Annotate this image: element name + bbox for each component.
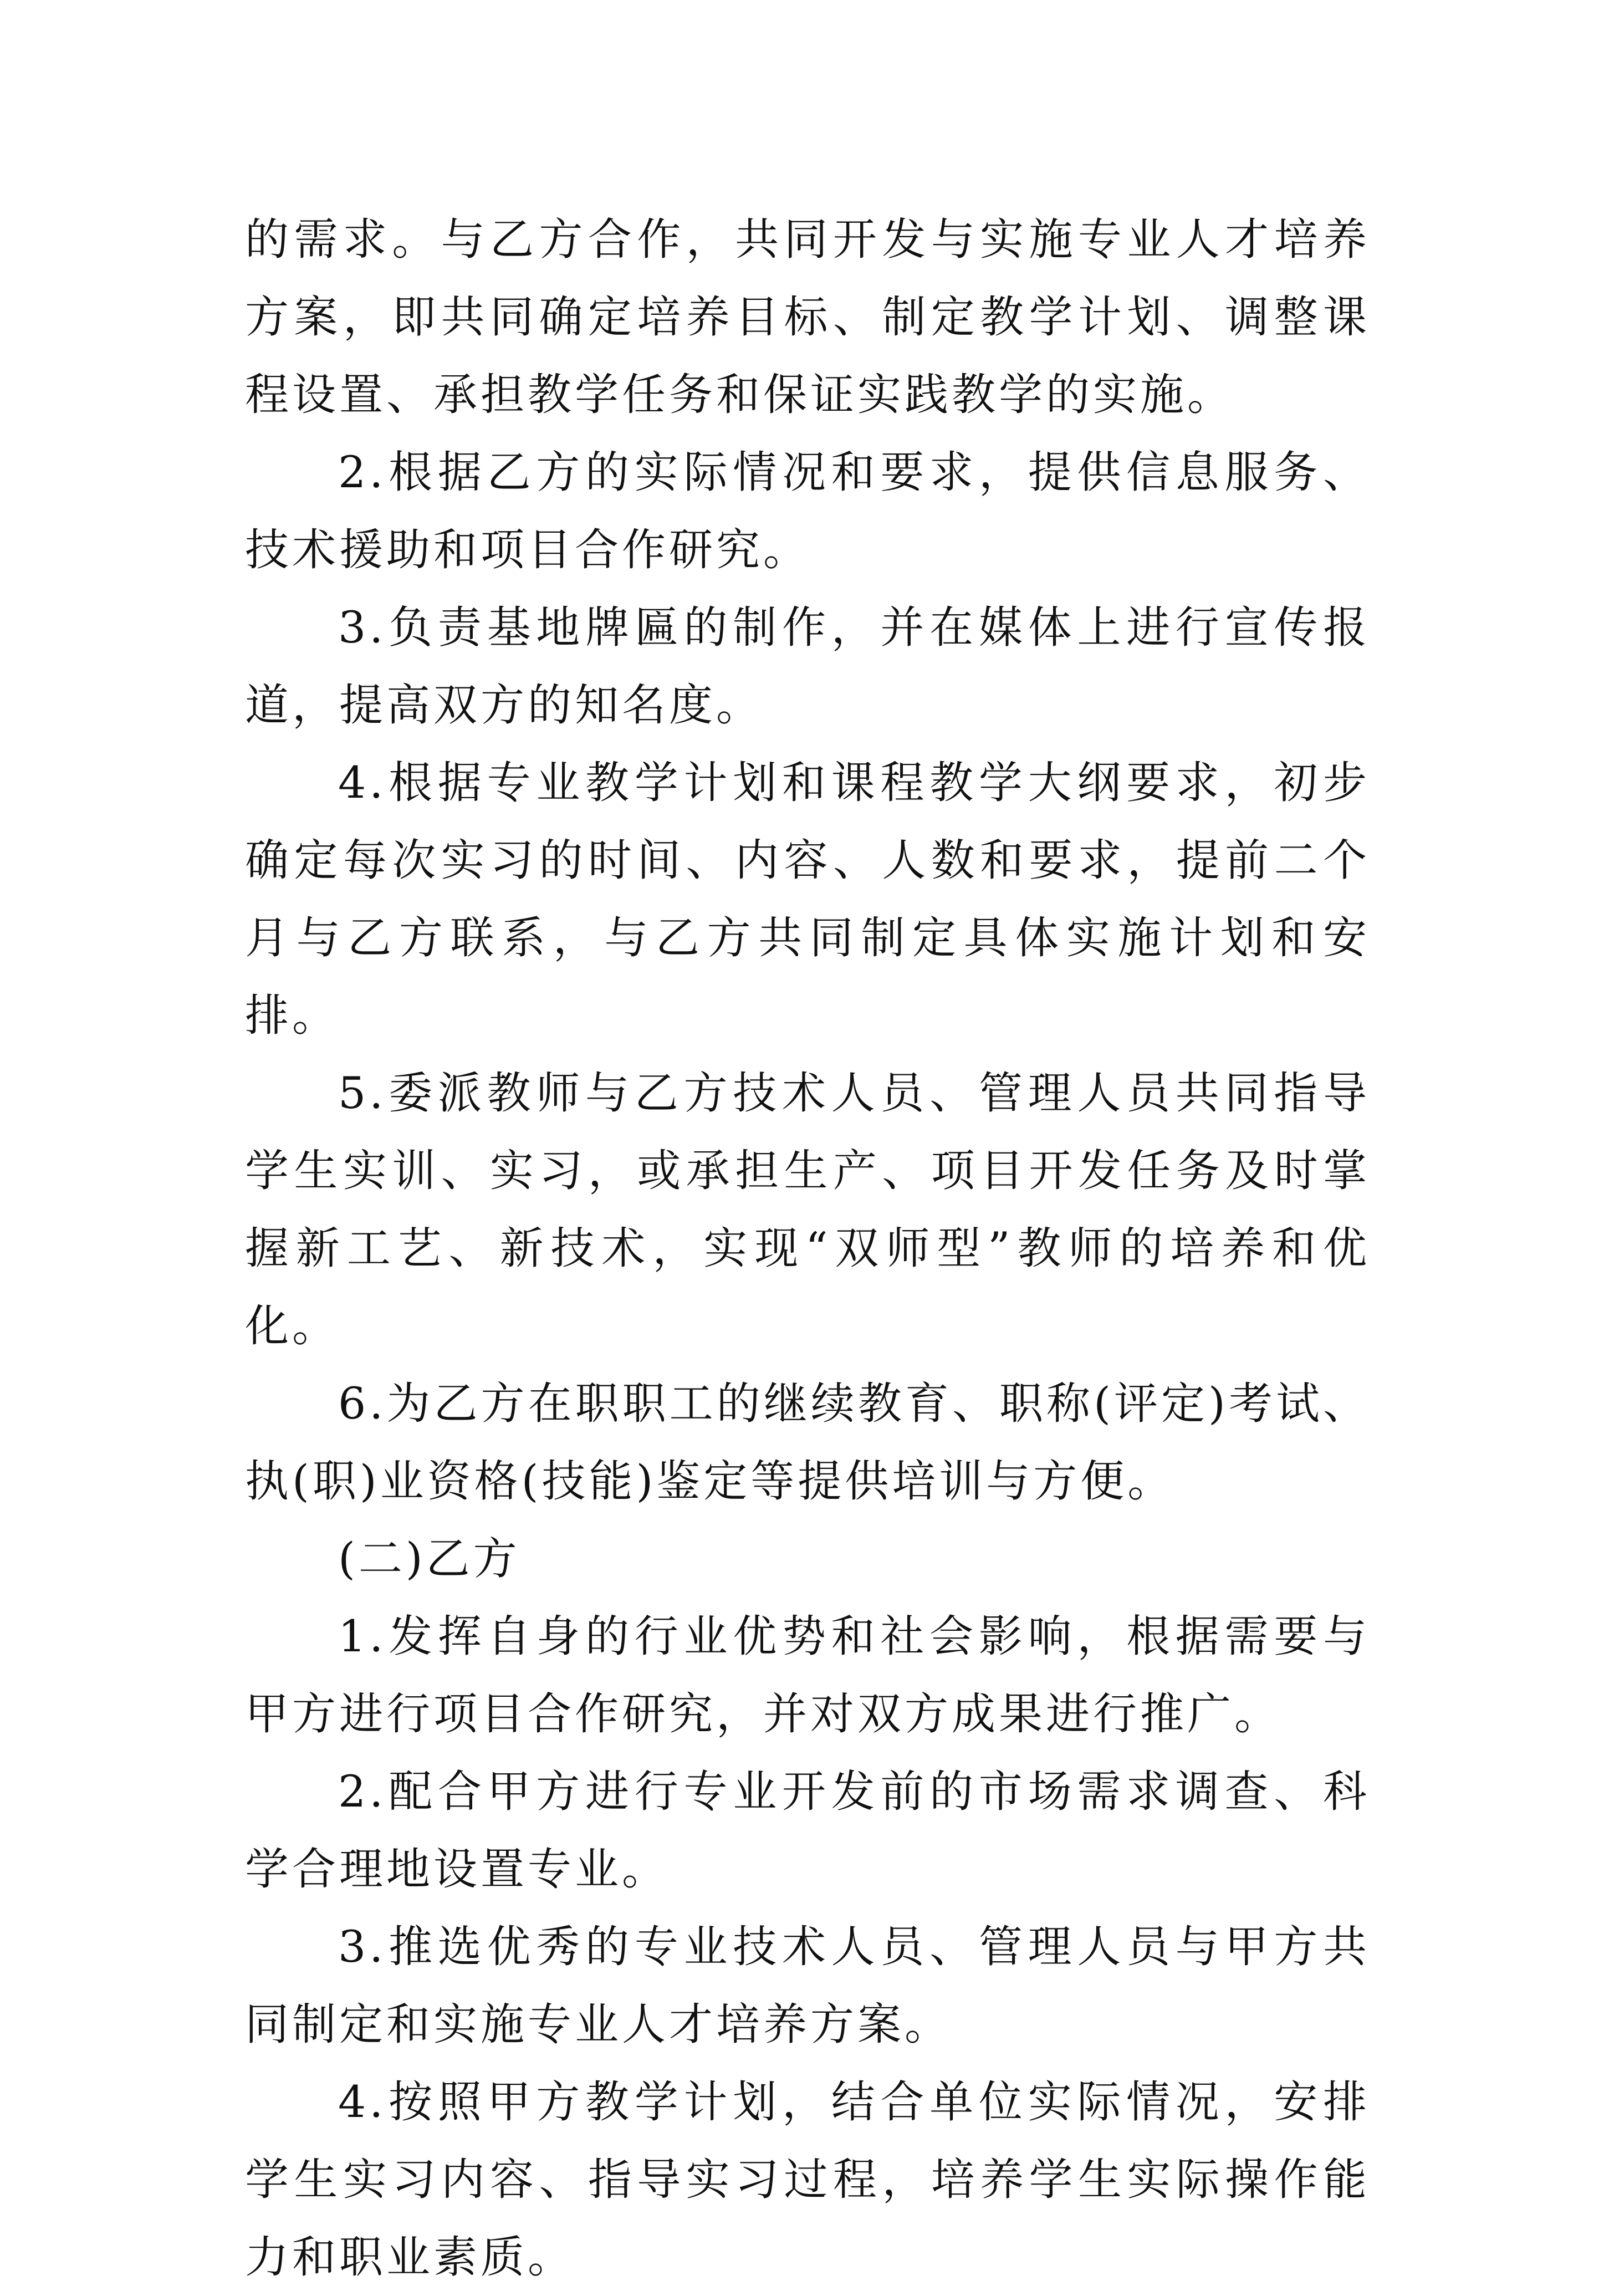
paragraph-continuation: 的需求。与乙方合作，共同开发与实施专业人才培养方案，即共同确定培养目标、制定教学计划、调整课程设置、承担教学任务和保证实践教学的实施。 (245, 214, 1370, 420)
paragraph-party-a-item-2: 2.根据乙方的实际情况和要求，提供信息服务、技术援助和项目合作研究。 (245, 447, 1370, 575)
document-body (245, 201, 1370, 2296)
paragraph-party-a-item-4: 4.根据专业教学计划和课程教学大纲要求，初步确定每次实习的时间、内容、人数和要求，提前二个月与乙方联系，与乙方共同制定具体实施计划和安排。 (245, 757, 1370, 1041)
paragraph-party-b-item-2: 2.配合甲方进行专业开发前的市场需求调查、科学合理地设置专业。 (245, 1766, 1370, 1895)
paragraph-party-b-item-4: 4.按照甲方教学计划，结合单位实际情况，安排学生实习内容、指导实习过程，培养学生实际操作能力和职业素质。 (245, 2076, 1370, 2283)
paragraph-party-b-item-3: 3.推选优秀的专业技术人员、管理人员与甲方共同制定和实施专业人才培养方案。 (245, 1921, 1370, 2050)
paragraph-party-a-item-6: 6.为乙方在职职工的继续教育、职称(评定)考试、执(职)业资格(技能)鉴定等提供培训与方便。 (245, 1378, 1370, 1507)
paragraph-party-a-item-3: 3.负责基地牌匾的制作，并在媒体上进行宣传报道，提高双方的知名度。 (245, 602, 1370, 731)
paragraph-party-b-item-1: 1.发挥自身的行业优势和社会影响，根据需要与甲方进行项目合作研究，并对双方成果进行推广。 (245, 1611, 1370, 1739)
paragraph-party-a-item-5: 5.委派教师与乙方技术人员、管理人员共同指导学生实训、实习，或承担生产、项目开发任务及时掌握新工艺、新技术，实现“双师型”教师的培养和优化。 (245, 1068, 1370, 1351)
section-heading-party-b: (二)乙方 (338, 1533, 520, 1584)
